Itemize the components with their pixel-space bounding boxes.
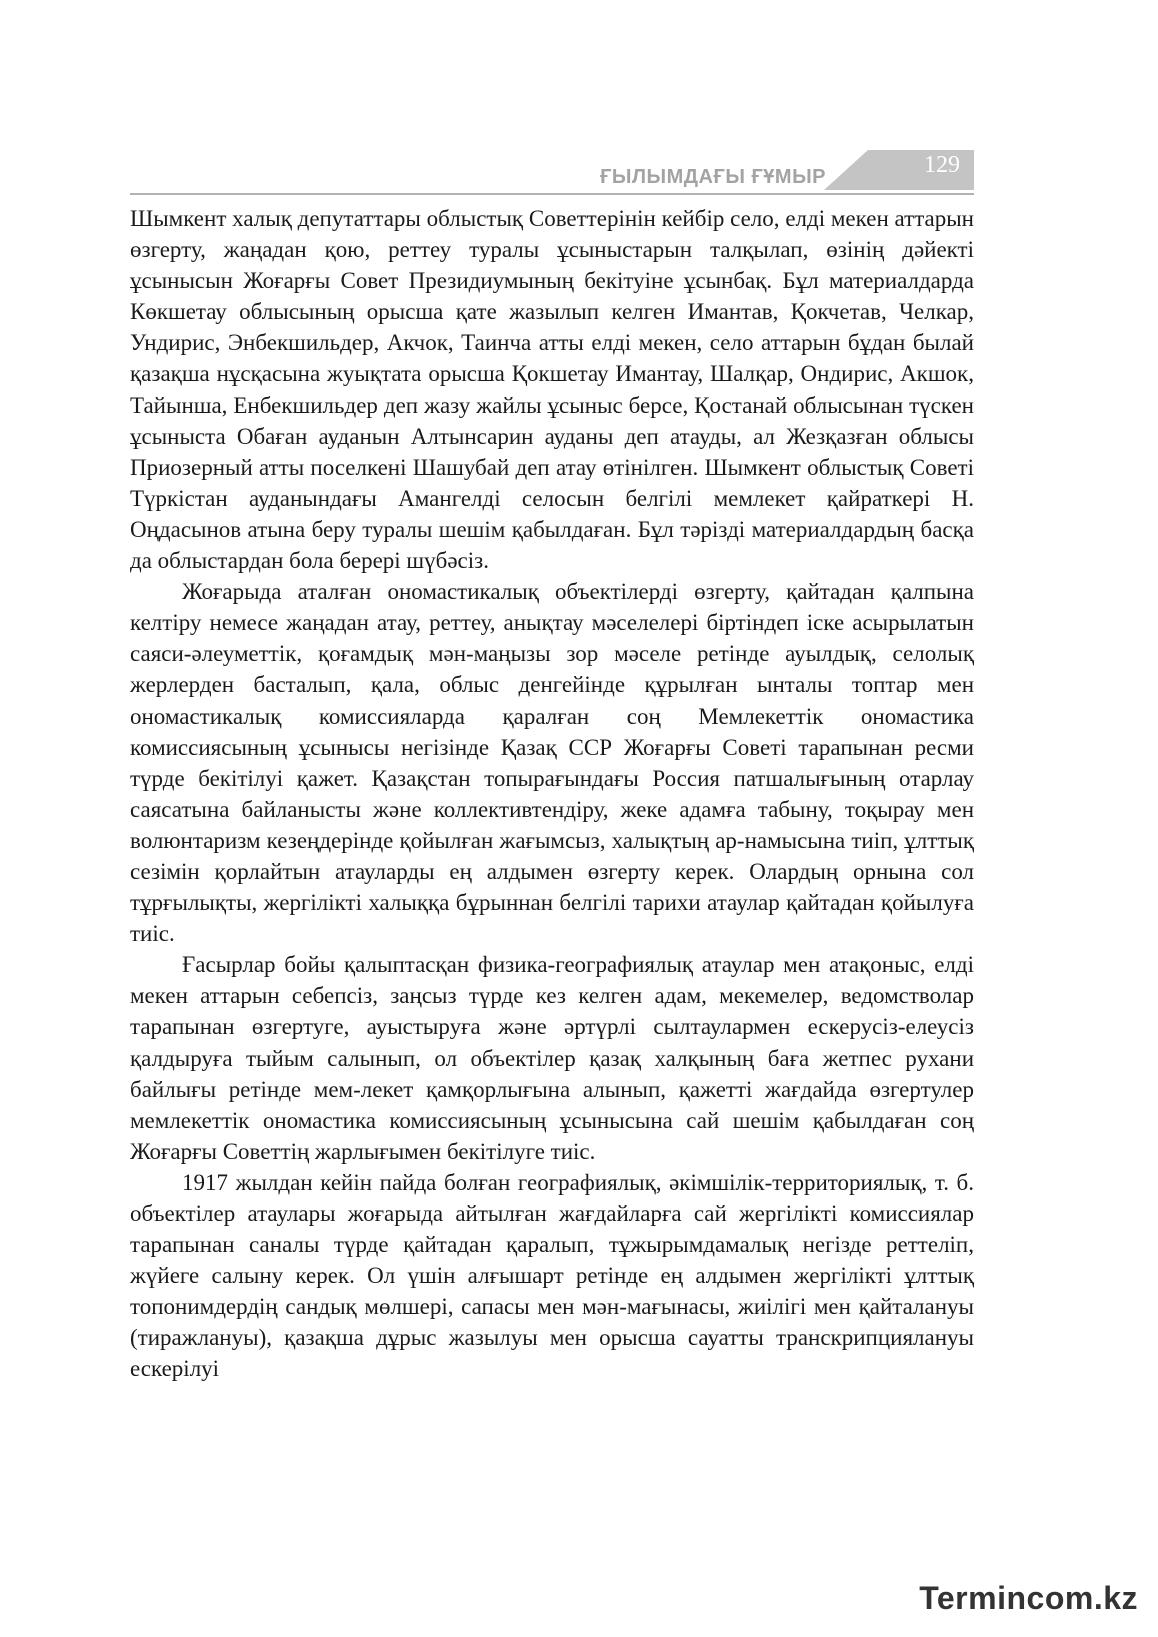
- section-title: ҒЫЛЫМДАҒЫ ҒҰМЫР: [600, 166, 826, 188]
- paragraph: Жоғарыда аталған ономастикалық объектілерді өзгерту, қайтадан қалпына келтіру немесе жаңадан атау, реттеу, анықтау мәселелері біртіндеп іске асырылатын саяси-әлеуметтік, қоғамдық мән-маңызы зор мәселе ретінде ауылдық, селолық жерлерден басталып, қала, облыс денгейінде құрылған ынталы топтар мен ономастикалық комиссияларда қаралған соң Мемлекеттік ономастика комиссиясының ұсынысы негізінде Қазақ ССР Жоғарғы Советі тарапынан ресми түрде бекітілуі қажет. Қазақстан топырағындағы Россия патшалығының отарлау саясатына байланысты және коллективтендіру, жеке адамға табыну, тоқырау мен волюнтаризм кезеңдерінде қойылған жағымсыз, халықтың ар-намысына тиіп, ұлттық сезімін қорлайтын атауларды ең алдымен өзгерту керек. Олардың орнына сол тұрғылықты, жергілікті халыққа бұрыннан белгілі тарихи атаулар қайтадан қойылуға тиіс.: [130, 579, 974, 947]
- paragraph: Шымкент халық депутаттары облыстық Советтерінін кейбір село, елді мекен аттарын өзгерту, жаңадан қою, реттеу туралы ұсыныстарын талқылап, өзінің дәйекті ұсынысын Жоғарғы Совет Президиумының бекітуіне ұсынбақ. Бұл материалдарда Көкшетау облысының орысша қате жазылып келген Имантав, Қокчетав, Челкар, Ундирис, Энбекшильдер, Акчок, Таинча атты елді мекен, село аттарын бұдан былай қазақша нұсқасына жуықтата орысша Қокшетау Имантау, Шалқар, Ондирис, Акшок, Тайынша, Енбекшильдер деп жазу жайлы ұсыныс берсе, Қостанай облысынан түскен ұсыныста Обаған ауданын Алтынсарин ауданы деп атауды, ал Жезқазған облысы Приозерный атты поселкені Шашубай деп атау өтінілген. Шымкент облыстық Советі Түркістан ауданындағы Амангелді селосын белгілі мемлекет қайраткері Н. Оңдасынов атына беру туралы шешім қабылдаған. Бұл тәрізді материалдардың басқа да облыстардан бола берері шүбәсіз.: [130, 206, 974, 574]
- site-watermark: Termincom.kz: [919, 1580, 1138, 1616]
- paragraph: 1917 жылдан кейін пайда болған географиялық, әкімшілік-территориялық, т. б. объектілер атаулары жоғарыда айтылған жағдайларға сай жергілікті комиссиялар тарапынан саналы түрде қайтадан қаралып, тұжырымдамалық негізде реттеліп, жүйеге салыну керек. Ол үшін алғышарт ретінде ең алдымен жергілікті ұлттық топонимдердің сандық мөлшері, сапасы мен мән-мағынасы, жиілігі мен қайталануы (тиражлануы), қазақша дұрыс жазылуы мен орысша сауатты транскрипциялануы ескерілуі: [130, 1169, 974, 1382]
- page-number: 129: [924, 152, 960, 178]
- paragraph: Ғасырлар бойы қалыптасқан физика-географиялық атаулар мен атақоныс, елді мекен аттарын себепсіз, заңсыз түрде кез келген адам, мекемелер, ведомстволар тарапынан өзгертуге, ауыстыруға және әртүрлі сылтаулармен ескерусіз-елеусіз қалдыруға тыйым салынып, ол объектілер қазақ халқының баға жетпес рухани байлығы ретінде мем-лекет қамқорлығына алынып, қажетті жағдайда өзгертулер мемлекеттік ономастика комиссиясының ұсынысына сай шешім қабылдаған соң Жоғарғы Советтің жарлығымен бекітілуге тиіс.: [130, 952, 974, 1164]
- running-header: [130, 150, 974, 196]
- main-text: [130, 203, 974, 1385]
- header-rule: [130, 193, 974, 195]
